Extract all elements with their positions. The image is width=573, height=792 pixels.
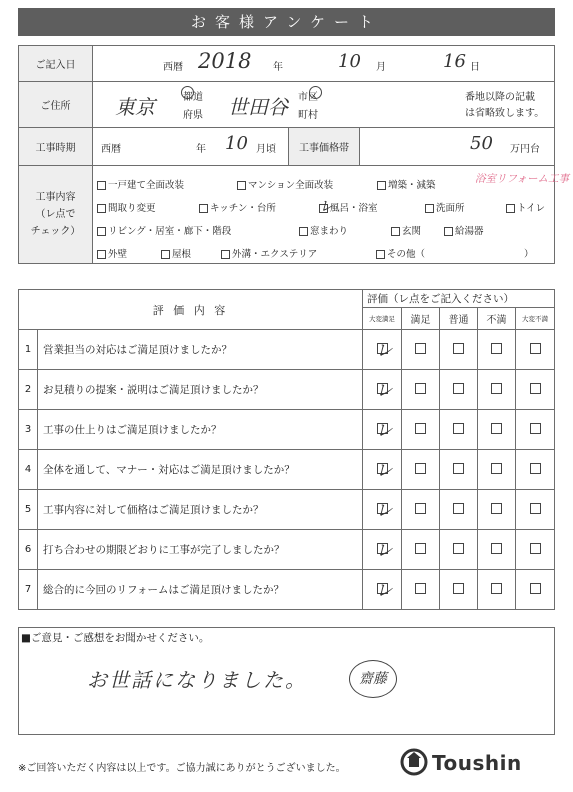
comment-box[interactable] xyxy=(18,627,555,735)
rating-checkbox[interactable] xyxy=(453,503,464,514)
work-sublabel-2: チェック） xyxy=(30,226,81,237)
rating-checkbox[interactable] xyxy=(530,383,541,394)
work-option[interactable]: 一戸建て全面改装 xyxy=(97,177,184,191)
pref-circle xyxy=(181,86,194,99)
rating-checkbox[interactable] xyxy=(453,583,464,594)
rating-cell[interactable] xyxy=(363,410,402,450)
era-label: 西暦 xyxy=(163,62,183,73)
rating-checkbox[interactable] xyxy=(530,423,541,434)
rating-cell[interactable] xyxy=(440,490,478,530)
month-unit: 月 xyxy=(376,62,386,73)
comment-label: ■ご意見・ご感想をお聞かせください。 xyxy=(21,632,210,644)
table-row xyxy=(19,410,555,450)
rating-cell[interactable] xyxy=(478,490,516,530)
work-note: 浴室リフォーム工事 xyxy=(475,173,569,185)
work-option[interactable]: その他（ xyxy=(376,246,425,260)
question-text: 全体を通して、マナー・対応はご満足頂けましたか？ xyxy=(38,450,363,490)
rating-checkbox[interactable] xyxy=(375,380,393,401)
address-note-1: 番地以降の記載 xyxy=(465,92,535,103)
checkbox[interactable] xyxy=(425,204,434,213)
checkbox[interactable] xyxy=(97,181,106,190)
price-field[interactable] xyxy=(360,128,555,166)
rating-checkbox[interactable] xyxy=(375,540,393,561)
question-number: 5 xyxy=(19,490,38,530)
checkbox[interactable] xyxy=(391,227,400,236)
rating-cell[interactable] xyxy=(402,570,440,610)
rating-cell[interactable] xyxy=(478,450,516,490)
rating-checkbox[interactable] xyxy=(415,383,426,394)
address-label: ご住所 xyxy=(19,82,93,128)
work-option[interactable]: 給湯器 xyxy=(444,223,484,237)
work-option[interactable]: キッチン・台所 xyxy=(199,200,276,214)
rating-checkbox[interactable] xyxy=(530,543,541,554)
rating-checkbox[interactable] xyxy=(530,583,541,594)
checkbox[interactable] xyxy=(299,227,308,236)
work-option[interactable]: トイレ xyxy=(506,200,545,214)
work-option[interactable]: 増築・減築 xyxy=(377,177,436,191)
pref-unit-2: 府県 xyxy=(183,110,203,121)
date-field[interactable] xyxy=(93,46,555,82)
rating-cell[interactable] xyxy=(363,530,402,570)
date-label: ご記入日 xyxy=(19,46,93,82)
period-era: 西暦 xyxy=(101,144,121,155)
brand-name: Toushin xyxy=(432,751,522,775)
period-label: 工事時期 xyxy=(19,128,93,166)
level-satisfied: 満足 xyxy=(402,308,440,330)
rating-cell[interactable] xyxy=(516,370,555,410)
prefecture-value: 東京 xyxy=(115,95,155,119)
question-text: 工事の仕上りはご満足頂けましたか？ xyxy=(38,410,363,450)
price-value: 50 xyxy=(470,133,493,154)
question-number: 6 xyxy=(19,530,38,570)
checkbox[interactable] xyxy=(319,197,335,215)
check-mark: レ xyxy=(375,580,393,601)
question-number: 2 xyxy=(19,370,38,410)
rating-cell[interactable] xyxy=(440,530,478,570)
work-sublabel-1: （レ点で xyxy=(35,209,76,220)
rating-cell[interactable] xyxy=(440,450,478,490)
work-label-cell xyxy=(19,166,93,264)
rating-checkbox[interactable] xyxy=(491,583,502,594)
table-row xyxy=(19,530,555,570)
table-row xyxy=(19,570,555,610)
question-number: 1 xyxy=(19,330,38,370)
rating-checkbox[interactable] xyxy=(415,583,426,594)
checkbox[interactable] xyxy=(161,250,170,259)
rating-cell[interactable] xyxy=(478,570,516,610)
rating-checkbox[interactable] xyxy=(453,463,464,474)
rating-checkbox[interactable] xyxy=(530,343,541,354)
question-text: 工事内容に対して価格はご満足頂けましたか？ xyxy=(38,490,363,530)
period-month-value: 10 xyxy=(225,133,248,154)
rating-checkbox[interactable] xyxy=(375,460,393,481)
rating-checkbox[interactable] xyxy=(491,543,502,554)
rating-cell[interactable] xyxy=(478,330,516,370)
checkbox[interactable] xyxy=(444,227,453,236)
question-text: 総合的に今回のリフォームはご満足頂けましたか？ xyxy=(38,570,363,610)
level-very-dissatisfied: 大変不満 xyxy=(516,308,555,330)
rating-cell[interactable] xyxy=(402,530,440,570)
level-very-satisfied: 大変満足 xyxy=(363,308,402,330)
rating-checkbox[interactable] xyxy=(415,343,426,354)
brand-logo-icon xyxy=(400,748,428,776)
table-row xyxy=(19,490,555,530)
rating-checkbox[interactable] xyxy=(453,383,464,394)
rating-cell[interactable] xyxy=(363,450,402,490)
checkbox[interactable] xyxy=(199,204,208,213)
work-option[interactable]: 屋根 xyxy=(161,246,191,260)
rating-checkbox[interactable] xyxy=(375,340,393,361)
day-unit: 日 xyxy=(470,62,480,73)
check-mark: レ xyxy=(375,540,393,561)
question-text: 打ち合わせの期限どおりに工事が完了しましたか？ xyxy=(38,530,363,570)
rating-cell[interactable] xyxy=(363,370,402,410)
address-field[interactable] xyxy=(93,82,555,128)
rating-checkbox[interactable] xyxy=(415,503,426,514)
check-mark: レ xyxy=(375,460,393,481)
period-year-unit: 年 xyxy=(196,144,206,155)
rating-checkbox[interactable] xyxy=(375,580,393,601)
rating-cell[interactable] xyxy=(402,490,440,530)
rating-cell[interactable] xyxy=(516,410,555,450)
price-unit: 万円台 xyxy=(510,144,540,155)
rating-cell[interactable] xyxy=(440,410,478,450)
rating-checkbox[interactable] xyxy=(491,463,502,474)
checkbox[interactable] xyxy=(97,204,106,213)
rating-cell[interactable] xyxy=(516,330,555,370)
question-text: 営業担当の対応はご満足頂けましたか？ xyxy=(38,330,363,370)
rating-cell[interactable] xyxy=(440,370,478,410)
signature-seal: 齋藤 xyxy=(349,660,397,698)
rating-checkbox[interactable] xyxy=(375,420,393,441)
month-value: 10 xyxy=(338,51,361,72)
rating-cell[interactable] xyxy=(402,410,440,450)
checkbox[interactable] xyxy=(97,250,106,259)
year-value: 2018 xyxy=(198,49,252,73)
check-mark: レ xyxy=(375,500,393,521)
rating-checkbox[interactable] xyxy=(491,503,502,514)
level-dissatisfied: 不満 xyxy=(478,308,516,330)
check-mark: レ xyxy=(375,340,393,361)
rating-checkbox[interactable] xyxy=(491,383,502,394)
city-value: 世田谷 xyxy=(228,95,288,119)
question-text: お見積りの提案・説明はご満足頂けましたか？ xyxy=(38,370,363,410)
work-other-close: ） xyxy=(524,249,534,260)
rating-cell[interactable] xyxy=(363,490,402,530)
year-unit: 年 xyxy=(273,62,283,73)
checkbox[interactable] xyxy=(97,227,106,236)
rating-cell[interactable] xyxy=(363,330,402,370)
rating-cell[interactable] xyxy=(516,490,555,530)
rating-checkbox[interactable] xyxy=(491,423,502,434)
checkbox-mark: レ xyxy=(319,197,335,215)
city-circle xyxy=(309,86,322,99)
rating-cell[interactable] xyxy=(516,570,555,610)
question-number: 7 xyxy=(19,570,38,610)
check-mark: レ xyxy=(375,380,393,401)
work-option[interactable]: 外壁 xyxy=(97,246,127,260)
question-number: 3 xyxy=(19,410,38,450)
rating-cell[interactable] xyxy=(478,370,516,410)
rating-checkbox[interactable] xyxy=(415,423,426,434)
checkbox[interactable] xyxy=(506,204,515,213)
work-label: 工事内容 xyxy=(35,192,76,203)
pref-unit-1: 都道 xyxy=(183,92,203,103)
rating-cell[interactable] xyxy=(440,570,478,610)
rating-title: 評価（レ点をご記入ください） xyxy=(363,290,555,308)
footer-note: ※ご回答いただく内容は以上です。ご協力誠にありがとうございました。 xyxy=(18,763,346,774)
price-label: 工事価格帯 xyxy=(289,128,360,166)
check-mark: レ xyxy=(375,420,393,441)
checkbox[interactable] xyxy=(221,250,230,259)
work-option[interactable]: マンション全面改装 xyxy=(237,177,333,191)
evaluation-table xyxy=(18,289,555,610)
evaluation-title: 評 価 内 容 xyxy=(19,290,363,330)
comment-text: お世話になりました。 xyxy=(87,668,307,692)
address-note-2: は省略致します。 xyxy=(465,108,545,119)
rating-cell[interactable] xyxy=(440,330,478,370)
table-row xyxy=(19,370,555,410)
table-row xyxy=(19,450,555,490)
rating-cell[interactable] xyxy=(516,450,555,490)
rating-checkbox[interactable] xyxy=(375,500,393,521)
rating-cell[interactable] xyxy=(478,410,516,450)
work-option[interactable]: 外溝・エクステリア xyxy=(221,246,317,260)
work-option[interactable]: 洗面所 xyxy=(425,200,465,214)
rating-checkbox[interactable] xyxy=(530,503,541,514)
work-options xyxy=(93,166,569,264)
rating-checkbox[interactable] xyxy=(491,343,502,354)
city-unit-1: 市区 xyxy=(298,92,318,103)
work-option[interactable]: 間取り変更 xyxy=(97,200,156,214)
checkbox[interactable] xyxy=(376,250,385,259)
table-row xyxy=(19,330,555,370)
rating-checkbox[interactable] xyxy=(415,543,426,554)
customer-info-table xyxy=(18,45,569,264)
checkbox[interactable] xyxy=(237,181,246,190)
question-number: 4 xyxy=(19,450,38,490)
level-normal: 普通 xyxy=(440,308,478,330)
rating-checkbox[interactable] xyxy=(530,463,541,474)
rating-cell[interactable] xyxy=(402,330,440,370)
period-field[interactable] xyxy=(93,128,289,166)
rating-cell[interactable] xyxy=(402,370,440,410)
rating-cell[interactable] xyxy=(402,450,440,490)
city-unit-2: 町村 xyxy=(298,110,318,121)
checkbox[interactable] xyxy=(377,181,386,190)
day-value: 16 xyxy=(443,51,466,72)
rating-checkbox[interactable] xyxy=(453,543,464,554)
work-option[interactable]: 窓まわり xyxy=(299,223,348,237)
work-option[interactable]: リビング・居室・廊下・階段 xyxy=(97,223,231,237)
form-title: お客様アンケート xyxy=(18,8,555,36)
rating-cell[interactable] xyxy=(478,530,516,570)
work-option[interactable]: レ 風呂・浴室 xyxy=(319,197,378,215)
period-month-unit: 月頃 xyxy=(256,144,276,155)
rating-cell[interactable] xyxy=(363,570,402,610)
work-option[interactable]: 玄関 xyxy=(391,223,421,237)
rating-checkbox[interactable] xyxy=(453,343,464,354)
rating-cell[interactable] xyxy=(516,530,555,570)
rating-checkbox[interactable] xyxy=(415,463,426,474)
rating-checkbox[interactable] xyxy=(453,423,464,434)
question-list xyxy=(19,330,555,610)
